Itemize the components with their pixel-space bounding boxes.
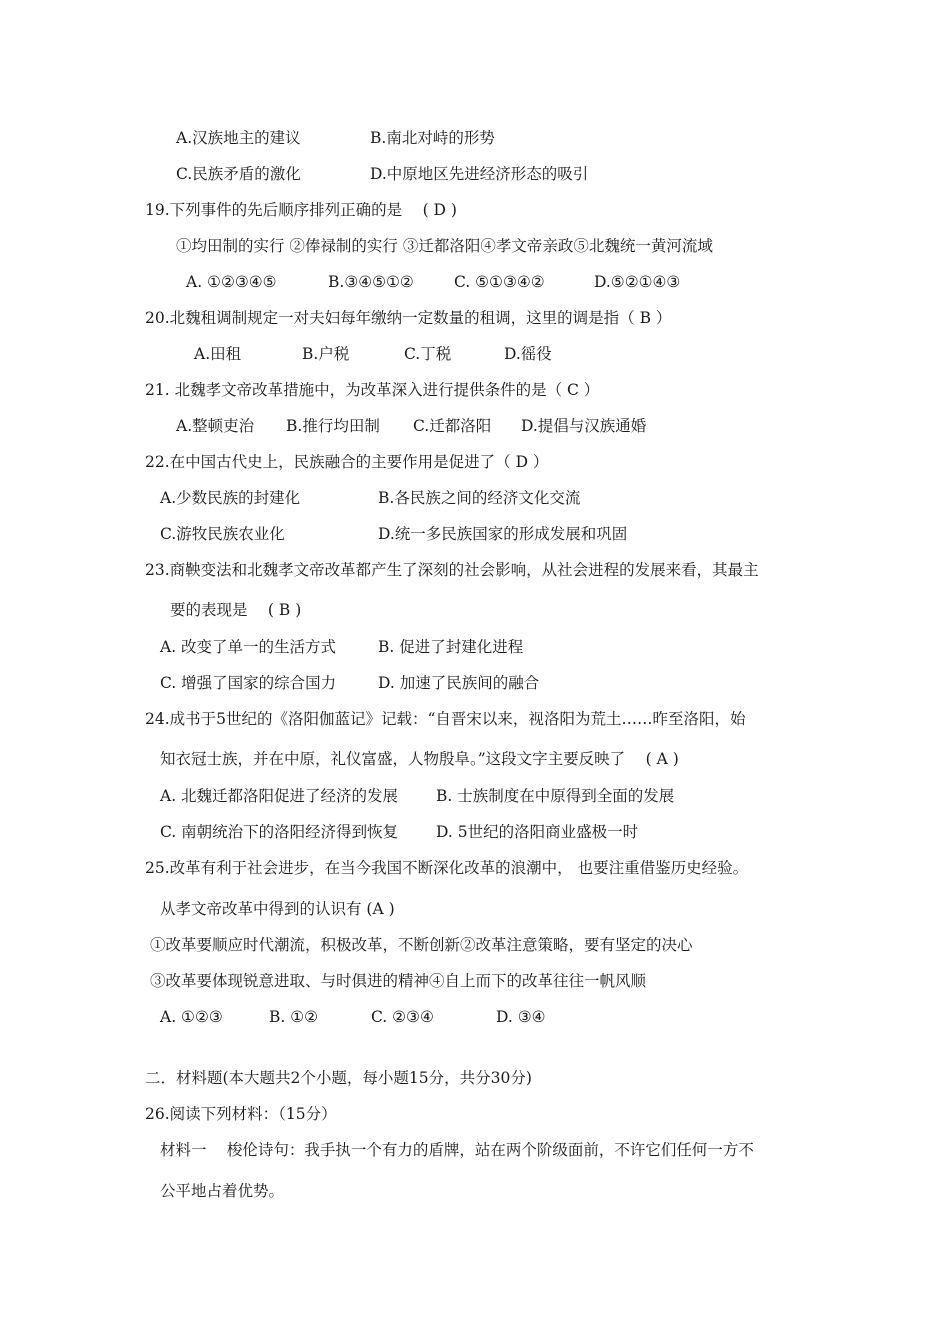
q25-item-line1: ①改革要顺应时代潮流，积极改革，不断创新②改革注意策略，要有坚定的决心	[150, 936, 693, 954]
q20-option-c: C.丁税	[404, 345, 452, 363]
question-23-line2: 要的表现是 ( B )	[170, 601, 302, 619]
q23-option-b: B. 促进了封建化进程	[378, 638, 524, 656]
q18-option-b: B.南北对峙的形势	[370, 129, 495, 147]
q24-option-d: D. 5世纪的洛阳商业盛极一时	[436, 823, 639, 841]
question-23-line1: 23.商鞅变法和北魏孝文帝改革都产生了深刻的社会影响，从社会进程的发展来看，其最主	[145, 561, 759, 579]
question-25-line2: 从孝文帝改革中得到的认识有 (A )	[160, 900, 395, 918]
q23-option-c: C. 增强了国家的综合国力	[160, 674, 337, 692]
section-2-heading: 二．材料题(本大题共2个小题，每小题15分，共分30分)	[145, 1069, 532, 1087]
question-24-line1: 24.成书于5世纪的《洛阳伽蓝记》记载：“自晋宋以来，视洛阳为荒土……昨至洛阳，始	[145, 710, 746, 728]
q21-option-a: A.整顿吏治	[176, 417, 255, 435]
q24-option-b: B. 士族制度在中原得到全面的发展	[436, 787, 675, 805]
q25-option-c: C. ②③④	[371, 1008, 434, 1026]
material-1-line1: 材料一 梭伦诗句：我手执一个有力的盾牌，站在两个阶级面前，不许它们任何一方不	[160, 1141, 754, 1159]
q21-option-c: C.迁都洛阳	[413, 417, 492, 435]
q22-option-c: C.游牧民族农业化	[160, 525, 285, 543]
q20-option-d: D.徭役	[504, 345, 552, 363]
q20-option-a: A.田租	[194, 345, 242, 363]
q18-option-c: C.民族矛盾的激化	[176, 165, 301, 183]
question-19: 19.下列事件的先后顺序排列正确的是 ( D )	[145, 201, 457, 219]
q25-option-b: B. ①②	[269, 1008, 319, 1026]
q19-option-b: B.③④⑤①②	[328, 273, 414, 291]
q20-option-b: B.户税	[302, 345, 350, 363]
material-1-line2: 公平地占着优势。	[160, 1182, 285, 1200]
q23-option-d: D. 加速了民族间的融合	[378, 674, 540, 692]
question-21: 21. 北魏孝文帝改革措施中，为改革深入进行提供条件的是（ C ）	[145, 381, 600, 399]
question-20: 20.北魏租调制规定一对夫妇每年缴纳一定数量的租调，这里的调是指（ B ）	[145, 309, 672, 327]
q19-option-a: A. ①②③④⑤	[186, 273, 277, 291]
q21-option-b: B.推行均田制	[286, 417, 380, 435]
q24-option-c: C. 南朝统治下的洛阳经济得到恢复	[160, 823, 399, 841]
q25-option-d: D. ③④	[496, 1008, 546, 1026]
q19-option-c: C. ⑤①③④②	[454, 273, 545, 291]
q23-option-a: A. 改变了单一的生活方式	[160, 638, 337, 656]
q19-items: ①均田制的实行 ②俸禄制的实行 ③迁都洛阳④孝文帝亲政⑤北魏统一黄河流域	[176, 237, 713, 255]
question-22: 22.在中国古代史上，民族融合的主要作用是促进了（ D ）	[145, 453, 549, 471]
q24-option-a: A. 北魏迁都洛阳促进了经济的发展	[160, 787, 399, 805]
q18-option-d: D.中原地区先进经济形态的吸引	[370, 165, 589, 183]
question-26: 26.阅读下列材料：（15分）	[145, 1105, 337, 1123]
q19-option-d: D.⑤②①④③	[594, 273, 681, 291]
q18-option-a: A.汉族地主的建议	[176, 129, 301, 147]
q25-option-a: A. ①②③	[160, 1008, 223, 1026]
question-24-line2: 知衣冠士族，并在中原，礼仪富盛，人物殷阜。”这段文字主要反映了 ( A )	[160, 750, 679, 768]
q22-option-a: A.少数民族的封建化	[160, 489, 301, 507]
question-25-line1: 25.改革有利于社会进步，在当今我国不断深化改革的浪潮中， 也要注重借鉴历史经验。	[145, 859, 749, 877]
q22-option-b: B.各民族之间的经济文化交流	[378, 489, 581, 507]
q21-option-d: D.提倡与汉族通婚	[521, 417, 647, 435]
q22-option-d: D.统一多民族国家的形成发展和巩固	[378, 525, 628, 543]
q25-item-line2: ③改革要体现锐意进取、与时俱进的精神④自上而下的改革往往一帆风顺	[150, 972, 647, 990]
